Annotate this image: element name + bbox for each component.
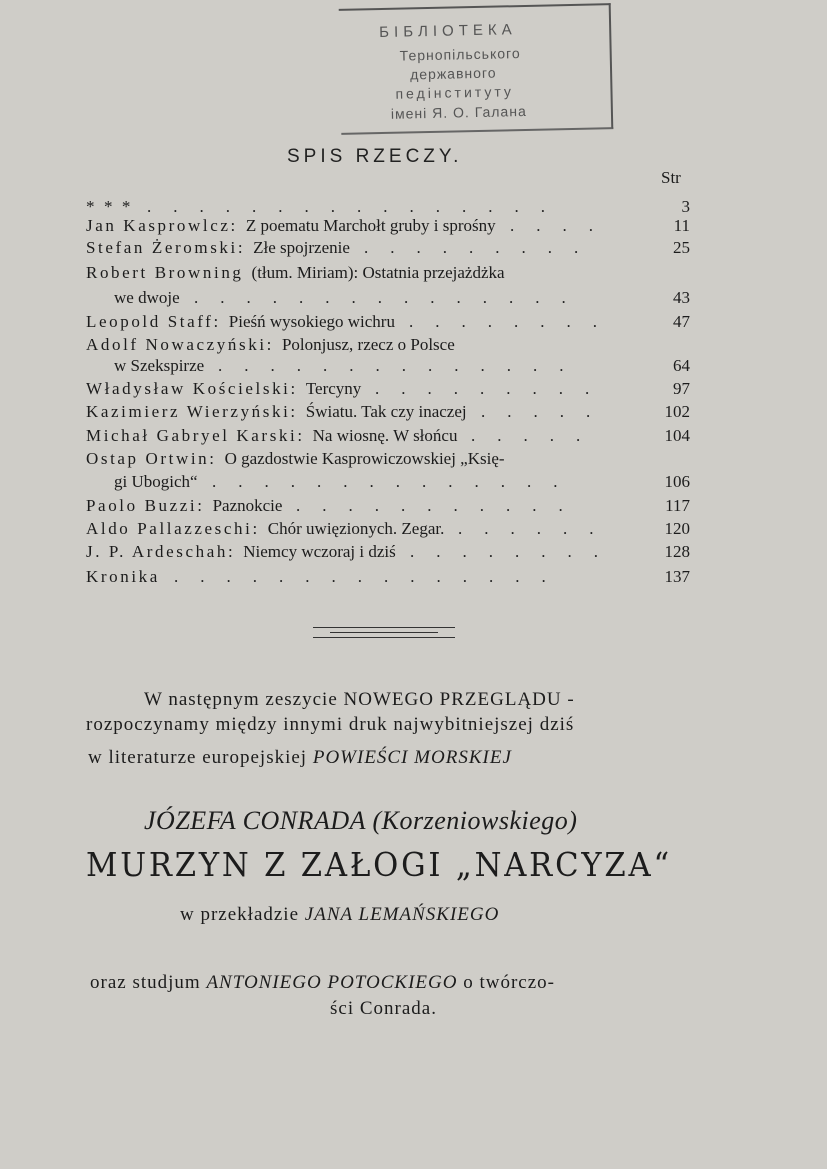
study-text-1: oraz studjum [90,972,201,993]
book-title: MURZYN Z ZAŁOGI „NARCYZA“ [86,845,672,884]
toc-entry [86,311,690,333]
divider-rule [313,637,455,638]
toc-title-text: O gazdostwie Kasprowiczowskiej „Księ- [224,449,505,468]
toc-entry [86,355,690,377]
stamp-line-1: БІБЛІОТЕКА [379,21,517,42]
toc-leader-dots: ..... [481,402,613,421]
toc-entry-text [86,448,505,470]
toc-entry [86,425,690,447]
toc-leader-dots: ............... [174,567,568,586]
toc-leader-dots: ........ [410,542,620,561]
toc-entry-text [114,287,180,309]
study-text-2: o twórczo- [463,972,555,993]
divider-rule [330,632,438,633]
toc-author: Aldo Pallazzeschi: [86,519,260,538]
study-line-1 [90,972,555,994]
toc-entry [86,262,690,284]
toc-leader-dots: ............... [194,288,588,307]
toc-entry [86,401,690,423]
stamp-line-5: імені Я. О. Галана [390,102,527,122]
toc-page-number: 106 [664,472,690,491]
divider-rule [313,627,455,628]
toc-leader-dots: .............. [212,472,580,491]
toc-leader-dots: ..... [471,426,603,445]
toc-title: SPIS RZECZY. [287,146,463,167]
toc-author: Leopold Staff: [86,312,221,331]
toc-entry-text [86,518,444,540]
toc-author: J. P. Ardeschah: [86,542,236,561]
toc-page-number: 47 [673,312,690,331]
notice-line-1: W następnym zeszycie NOWEGO PRZEGLĄDU - [144,689,575,710]
toc-entry [86,541,690,563]
translation-text: w przekładzie [180,904,300,925]
toc-author: Jan Kasprowlcz: [86,216,238,235]
toc-entry-text [86,566,160,588]
toc-entry-text [114,355,204,377]
toc-entry-text [86,425,457,447]
toc-entry [86,448,690,470]
toc-entry [86,471,690,493]
toc-page-number: 43 [673,288,690,307]
toc-entry [86,237,690,259]
toc-title-text: gi Ubogich“ [114,472,198,491]
notice-line-3 [88,745,738,770]
toc-author: Stefan Żeromski: [86,238,246,257]
toc-entry-text [86,237,350,259]
toc-title-text: Paznokcie [212,496,283,515]
study-line-2: ści Conrada. [330,998,437,1019]
stamp-line-3: державного [409,64,497,83]
toc-page-number: 11 [673,216,690,235]
toc-title-text: Chór uwięzionych. Zegar. [267,519,445,538]
toc-leader-dots: ........... [296,496,585,515]
study-author: ANTONIEGO POTOCKIEGO [206,972,458,993]
toc-title-text: Światu. Tak czy inaczej [305,402,467,421]
toc-author: * * * [86,197,133,216]
toc-page-number: 25 [673,238,690,257]
toc-page-number: 64 [673,356,690,375]
stamp-line-2: Тернопільського [399,45,521,64]
toc-title-text: w Szekspirze [114,356,205,375]
toc-page-number: 117 [665,496,690,515]
toc-title-text: Niemcy wczoraj i dziś [243,542,396,561]
toc-title-text: Pieśń wysokiego wichru [228,312,395,331]
toc-entry-text [114,471,198,493]
toc-title-text: we dwoje [114,288,180,307]
toc-page-number: 120 [664,519,690,538]
toc-entry-text [86,311,395,333]
toc-leader-dots: .............. [218,356,586,375]
toc-entry-text [86,541,396,563]
toc-page-number: 128 [664,542,690,561]
toc-author: Robert Browning [86,263,244,282]
toc-author: Adolf Nowaczyński: [86,335,274,354]
toc-entry-text [86,495,282,517]
toc-leader-dots: ......... [364,238,601,257]
toc-title-text: Tercyny [305,379,362,398]
book-author: JÓZEFA CONRADA (Korzeniowskiego) [144,806,578,835]
toc-entry-text [86,378,361,400]
toc-entry-text [86,401,467,423]
translation-line [180,904,499,926]
toc-author: Ostap Ortwin: [86,449,217,468]
toc-entry [86,518,690,540]
toc-page-number: 3 [681,197,690,216]
page-column-label: Str [661,168,681,187]
notice-line-2: rozpoczynamy między innymi druk najwybitniejszej dziś [86,714,575,735]
toc-entry [86,215,690,237]
toc-title-text: Na wiosnę. W słońcu [312,426,458,445]
toc-leader-dots: ......... [375,379,612,398]
toc-entry-text [86,334,455,356]
toc-entry [86,287,690,309]
toc-author: Kazimierz Wierzyński: [86,402,298,421]
toc-author: Michał Gabryel Karski: [86,426,305,445]
toc-title-text: Złe spojrzenie [253,238,350,257]
stamp-line-4: педінституту [395,83,515,102]
toc-entry-text [86,215,496,237]
toc-entry [86,495,690,517]
toc-page-number: 137 [664,567,690,586]
toc-author: Paolo Buzzi: [86,496,205,515]
toc-leader-dots: ...... [458,519,616,538]
toc-page-number: 104 [664,426,690,445]
toc-leader-dots: .... [510,216,615,235]
notice-genre: POWIEŚCI MORSKIEJ [312,747,512,768]
toc-page-number: 97 [673,379,690,398]
toc-title-text: Z poematu Marchołt gruby i sprośny [245,216,496,235]
toc-entry-text [86,262,505,284]
toc-entry [86,378,690,400]
toc-leader-dots: ................ [147,197,567,216]
toc-title-text: Polonjusz, rzecz o Polsce [281,335,455,354]
toc-entry [86,566,690,588]
library-stamp [339,3,614,135]
toc-page-number: 102 [664,402,690,421]
toc-entry [86,334,690,356]
toc-author: Kronika [86,567,160,586]
translator-name: JANA LEMAŃSKIEGO [304,904,500,925]
toc-title-text: (tłum. Miriam): Ostatnia przejażdżka [251,263,505,282]
notice-line-3-text: w literaturze europejskiej [88,747,308,768]
toc-author: Władysław Kościelski: [86,379,298,398]
toc-leader-dots: ........ [409,312,619,331]
